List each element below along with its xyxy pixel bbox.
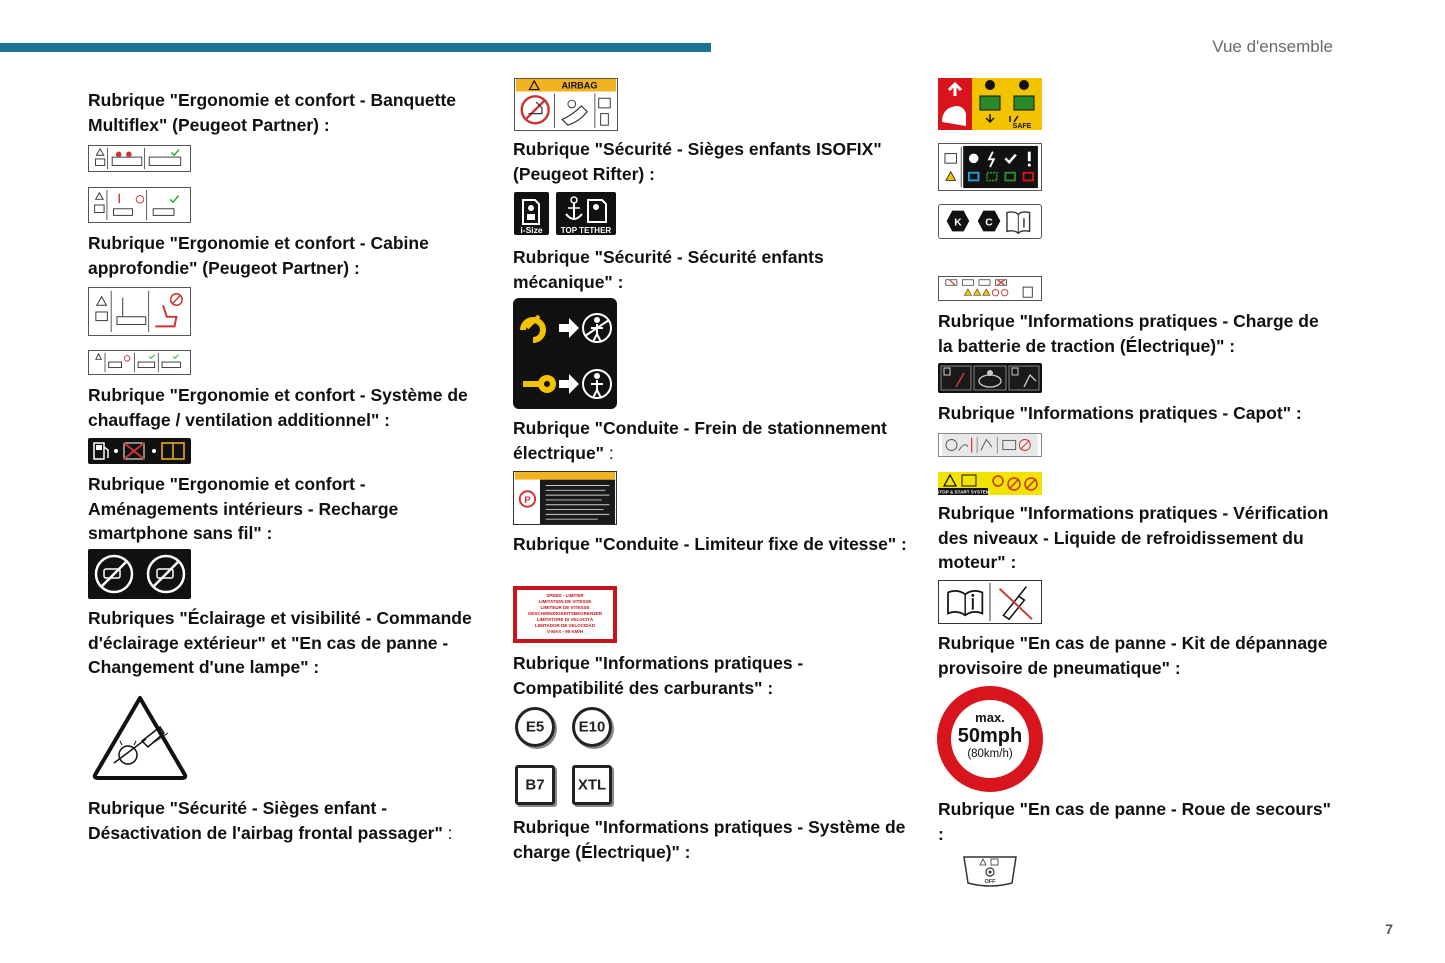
fuel-xtl-badge — [572, 765, 612, 805]
engine-fan-warning-icon — [939, 434, 1041, 456]
isize-text: i-Size — [520, 225, 543, 235]
label-lamp-warning — [90, 693, 190, 781]
battery-warnings-icon — [939, 277, 1041, 300]
seat-fold-icon — [89, 188, 190, 222]
speed-limiter-line: GESCHWINDIGKEITSBEGRENZER — [527, 611, 603, 616]
heading-systeme-charge: Rubrique "Informations pratiques - Système de charge (Électrique)" : — [513, 817, 906, 862]
charging-connector-icon — [939, 205, 1041, 238]
speed-sign-kmh: (80km/h) — [967, 748, 1013, 760]
speed-sign-max: max. — [975, 710, 1005, 725]
section-title: Vue d'ensemble — [1212, 37, 1333, 56]
coolant-warning-icon — [938, 472, 1042, 495]
seat-warning-icon — [89, 146, 190, 171]
label-cabine-seat — [88, 287, 191, 336]
label-spare-wheel — [960, 853, 1020, 888]
label-seat-safe — [938, 78, 1042, 130]
header-accent-bar — [0, 43, 711, 52]
label-banquette-seats-1 — [88, 145, 191, 172]
fuel-e10-text: E10 — [578, 718, 606, 736]
speed-limiter-text-panel — [517, 590, 613, 639]
heading-frein-tail: : — [603, 442, 614, 463]
speed-limit-sign — [937, 686, 1043, 792]
label-battery-warnings — [938, 276, 1042, 301]
heading-kit-depannage: Rubrique "En cas de panne - Kit de dépannage provisoire de pneumatique" : — [938, 633, 1328, 678]
child-lock-icon — [513, 298, 617, 409]
speed-sign-value: 50mph — [957, 725, 1023, 747]
stop-start-text: STOP & START SYSTEM — [938, 489, 990, 495]
label-isize — [514, 192, 549, 235]
heading-charge-batterie: Rubrique "Informations pratiques - Charge de la batterie de traction (Électrique)" : — [938, 311, 1319, 356]
label-coolant-stopstart — [938, 472, 1042, 495]
label-connectors — [938, 204, 1042, 239]
svg-text:P: P — [524, 494, 531, 506]
heading-tail: : — [442, 822, 453, 843]
fuel-xtl-text: XTL — [577, 776, 607, 794]
fuel-pump-icon — [88, 438, 191, 464]
heading-roue-secours: Rubrique "En cas de panne - Roue de secours" : — [938, 799, 1331, 844]
top-tether-text: TOP TETHER — [560, 226, 612, 235]
parking-brake-instructions-icon — [514, 472, 616, 524]
heading-limiteur-vitesse: Rubrique "Conduite - Limiteur fixe de vitesse" : — [513, 534, 907, 554]
fuel-e5-badge — [515, 707, 555, 747]
no-phone-icon — [88, 549, 191, 599]
heading-banquette-multiflex: Rubrique "Ergonomie et confort - Banquette Multiflex" (Peugeot Partner) : — [88, 90, 457, 135]
speed-limiter-line: V-MAX - 90 KM/H — [546, 629, 583, 634]
label-heater — [88, 438, 191, 464]
label-parking-brake — [513, 471, 617, 525]
heading-eclairage: Rubriques "Éclairage et visibilité - Commande d'éclairage extérieur" et "En cas de panne - Changement d'une lampe" : — [88, 608, 472, 677]
off-text: OFF — [984, 879, 996, 885]
label-charging-status — [938, 143, 1042, 191]
speed-limiter-line: SPEED - LIMITER — [546, 593, 584, 598]
connector-c-text: C — [985, 217, 993, 229]
airbag-text: AIRBAG — [561, 80, 598, 91]
cabin-seat-icon — [89, 288, 190, 335]
label-airbag — [514, 78, 618, 131]
heading-recharge-smartphone: Rubrique "Ergonomie et confort - Aménagements intérieurs - Recharge smartphone sans fil" : — [88, 474, 399, 543]
heading-chauffage-ventilation: Rubrique "Ergonomie et confort - Système de chauffage / ventilation additionnel" : — [88, 385, 468, 430]
top-tether-anchor-icon — [556, 192, 616, 235]
label-speed-limiter — [513, 586, 617, 643]
heading-frein-stationnement — [513, 416, 913, 465]
tyre-repair-kit-icon — [939, 581, 1041, 623]
spare-wheel-off-icon — [960, 853, 1020, 888]
label-top-tether — [556, 192, 616, 235]
connector-k-text: K — [954, 217, 962, 229]
page-number: 7 — [1385, 921, 1393, 937]
label-wireless-charging — [88, 549, 191, 599]
cabin-strip-icon — [89, 351, 190, 374]
fuel-b7-text: B7 — [525, 776, 545, 794]
heading-compatibilite-carburants: Rubrique "Informations pratiques - Compatibilité des carburants" : — [513, 653, 804, 698]
fuel-e10-badge — [572, 707, 612, 747]
label-cabine-strip — [88, 350, 191, 375]
heading-frein-text: Rubrique "Conduite - Frein de stationnement électrique" — [513, 418, 887, 463]
heading-liquide-refroidissement: Rubrique "Informations pratiques - Vérification des niveaux - Liquide de refroidissement du moteur" : — [938, 503, 1329, 572]
heading-capot: Rubrique "Informations pratiques - Capot" : — [938, 403, 1302, 423]
charging-status-icon — [939, 144, 1041, 190]
heading-isofix: Rubrique "Sécurité - Sièges enfants ISOFIX" (Peugeot Rifter) : — [513, 139, 882, 184]
isize-seat-icon — [514, 192, 549, 235]
speed-limiter-line: LIMITATORE DI VELOCITÀ — [536, 617, 594, 622]
fuel-b7-badge — [515, 765, 555, 805]
heading-cabine-approfondie: Rubrique "Ergonomie et confort - Cabine approfondie" (Peugeot Partner) : — [88, 233, 429, 278]
seat-safe-icon — [938, 78, 1042, 130]
speed-limiter-line: LIMITADOR DE VELOCIDAD — [535, 623, 595, 628]
heading-desactivation-airbag-text: Rubrique "Sécurité - Sièges enfant - Désactivation de l'airbag frontal passager" — [88, 798, 443, 843]
heading-desactivation-airbag — [88, 796, 488, 845]
label-child-lock — [513, 298, 617, 409]
label-tyre-kit — [938, 580, 1042, 624]
label-capot — [938, 363, 1042, 393]
label-fan-warning — [938, 433, 1042, 457]
speed-limiter-line: LIMITATION DE VITESSE — [538, 599, 592, 604]
heading-securite-enfants: Rubrique "Sécurité - Sécurité enfants mécanique" : — [513, 247, 824, 292]
hot-lamp-warning-icon — [90, 693, 190, 781]
bonnet-icon — [938, 363, 1042, 393]
safe-text: SAFE — [1012, 123, 1032, 130]
label-banquette-seats-2 — [88, 187, 191, 223]
fuel-e5-text: E5 — [525, 718, 545, 736]
speed-limiter-line: LIMITEUR DE VITESSE — [540, 605, 590, 610]
airbag-warning-icon — [515, 79, 617, 130]
